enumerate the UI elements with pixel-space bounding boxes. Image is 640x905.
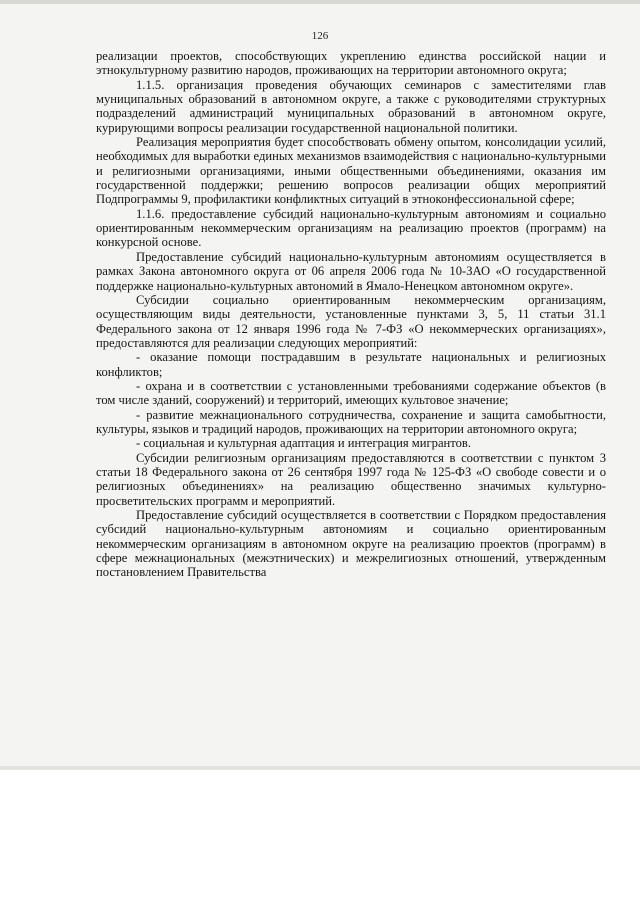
scan-top-edge (0, 0, 640, 4)
scan-bottom-edge (0, 766, 640, 770)
paragraph-continuation: реализации проектов, способствующих укреплению единства российской нации и этнокультурному развитию народов, проживающих на территории автономного округа; (96, 49, 606, 78)
paragraph-order: Предоставление субсидий осуществляется в соответствии с Порядком предоставления субсидий национально-культурным автономиям и социально ориентированным некоммерческим организациям в автономном округе на реализацию проектов (программ) в сфере межнациональных (межэтнических) и межрелигиозных отношений, утвержденным постановлением Правительства (96, 508, 606, 580)
page-number: 126 (311, 30, 329, 42)
list-item-cooperation: - развитие межнационального сотрудничества, сохранение и защита самобытности, культуры, языков и традиций народов, проживающих на территории автономного округа; (96, 407, 606, 436)
list-item-protection: - охрана и в соответствии с установленными требованиями содержание объектов (в том числе зданий, сооружений) и территорий, имеющих культовое значение; (96, 378, 606, 408)
paragraph-1-1-5: 1.1.5. организация проведения обучающих семинаров с заместителями глав муниципальных образований в автономном округе, а также с руководителями структурных подразделений администраций муниципальных образований в автономном округе, курирующими вопросы реализации государственной национальной политики. (96, 77, 606, 135)
paragraph-provision-law: Предоставление субсидий национально-культурным автономиям осуществляется в рамках Закона автономного округа от 06 апреля 2006 года № 10-ЗАО «О государственной поддержке национально-культурных автономий в Ямало-Ненецком автономном округе». (96, 249, 606, 293)
paragraph-subsidies-nko: Субсидии социально ориентированным некоммерческим организациям, осуществляющим виды деятельности, установленные пунктами 3, 5, 11 статьи 31.1 Федерального закона от 12 января 1996 года № 7-ФЗ «О некоммерческих организациях», предоставляются для реализации следующих мероприятий: (96, 292, 606, 350)
document-body (96, 49, 606, 580)
paragraph-realization: Реализация мероприятия будет способствовать обмену опытом, консолидации усилий, необходимых для выработки единых механизмов взаимодействия с национально-культурными и религиозными организациями, иными общественными объединениями, оказания им государственной поддержки; решению вопросов реализации общих мероприятий Подпрограммы 9, профилактики конфликтных ситуаций в этноконфессиональной сфере; (96, 135, 606, 207)
paragraph-religious: Субсидии религиозным организациям предоставляются в соответствии с пунктом 3 статьи 18 Федерального закона от 26 сентября 1997 года № 125-ФЗ «О свободе совести и о религиозных объединениях» на реализацию общественно значимых культурно-просветительских программ и мероприятий. (96, 450, 606, 508)
list-item-aid: - оказание помощи пострадавшим в результате национальных и религиозных конфликтов; (96, 350, 606, 379)
paragraph-1-1-6: 1.1.6. предоставление субсидий национально-культурным автономиям и социально ориентированным некоммерческим организациям на реализацию проектов (программ) на конкурсной основе. (96, 206, 606, 250)
list-item-adaptation: - социальная и культурная адаптация и интеграция мигрантов. (136, 436, 472, 451)
